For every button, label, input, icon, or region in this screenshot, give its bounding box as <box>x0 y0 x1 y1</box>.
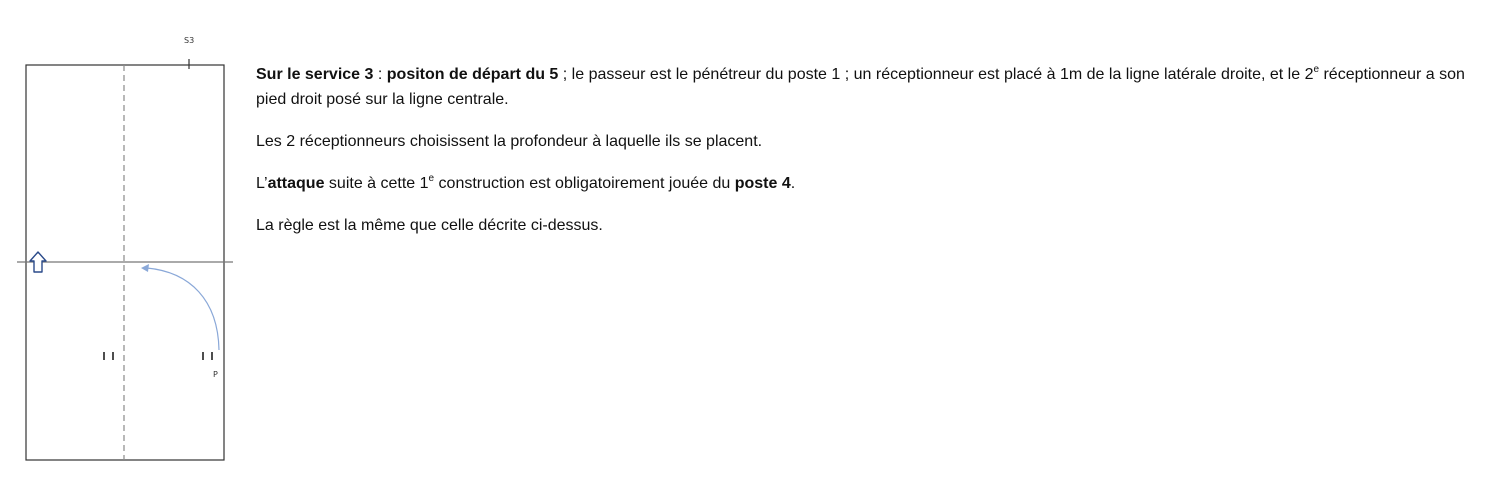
superscript-e: e <box>1313 63 1320 75</box>
setter-movement-arrow <box>147 268 219 350</box>
receiver-marker-left <box>104 352 113 360</box>
attack-mid-b: construction est obligatoirement jouée du <box>434 175 735 192</box>
starting-position-text: positon de départ du 5 <box>386 66 559 83</box>
superscript-e: e <box>428 172 435 184</box>
attack-end: . <box>790 175 796 192</box>
service-label: S3 <box>184 36 195 45</box>
service-heading: Sur le service 3 <box>256 66 374 83</box>
attack-mid-a: suite à cette 1 <box>324 175 429 192</box>
paragraph-attack <box>256 171 1488 196</box>
setter-label: P <box>213 370 218 379</box>
attack-bold: attaque <box>267 175 325 192</box>
paragraph-rule: La règle est la même que celle décrite ci-dessus. <box>256 217 603 234</box>
poste-4-bold: poste 4 <box>734 175 791 192</box>
receiver-marker-right <box>203 352 212 360</box>
instructions-text <box>256 62 1488 255</box>
paragraph-service-3-body: ; le passeur est le pénétreur du poste 1 ; un réceptionneur est placé à 1m de la ligne latérale droite, et le 2 <box>558 66 1314 83</box>
volleyball-court-diagram <box>0 0 240 494</box>
separator-colon: : <box>373 66 387 83</box>
paragraph-service-3 <box>256 62 1488 112</box>
arrow-head-icon <box>141 264 149 272</box>
attack-prefix: L’ <box>256 175 268 192</box>
paragraph-receivers-depth: Les 2 réceptionneurs choisissent la profondeur à laquelle ils se placent. <box>256 133 763 150</box>
paragraph-service-3-end: réceptionneur a son pied droit posé sur la ligne centrale. <box>256 66 1465 108</box>
